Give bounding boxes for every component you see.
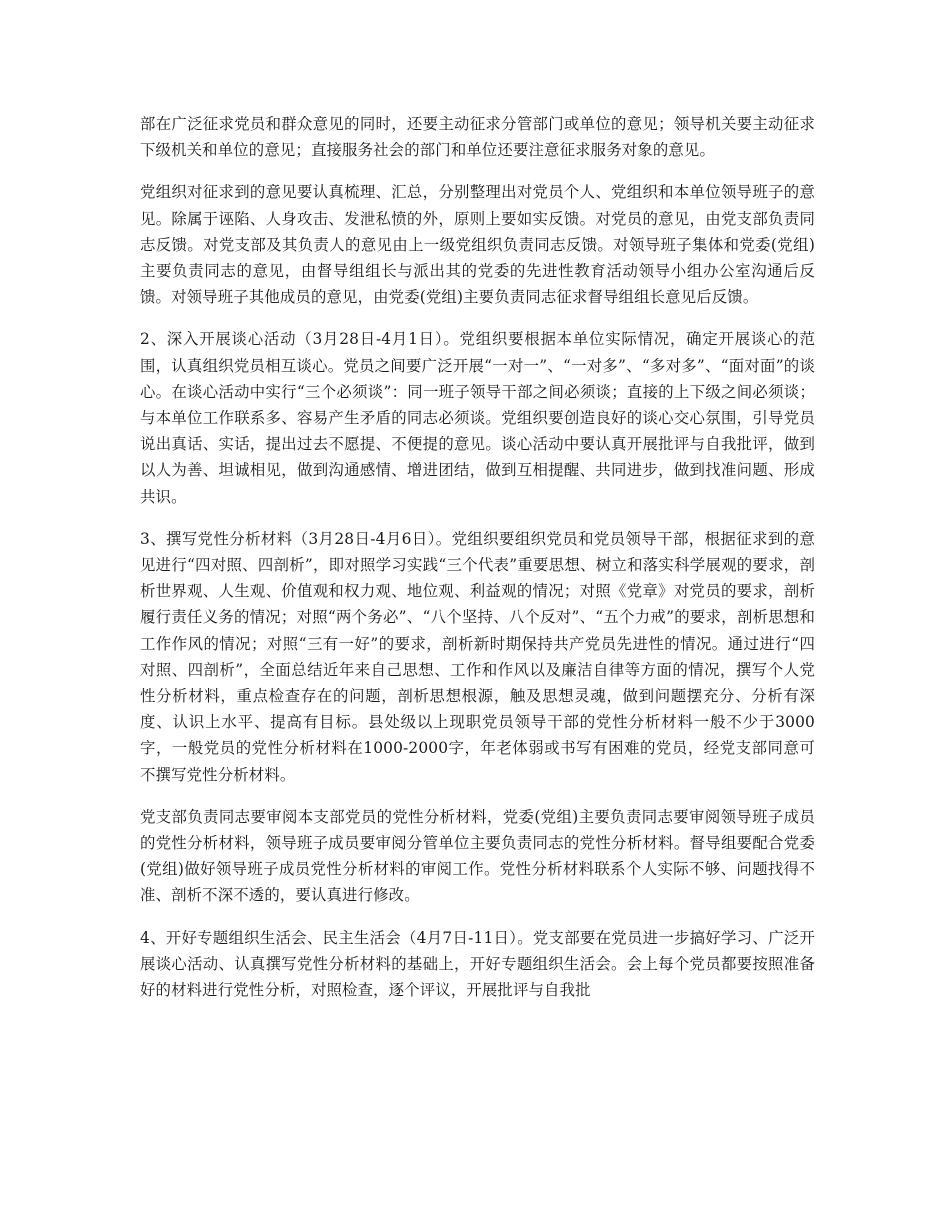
paragraph-organizational-life-meeting: 4、开好专题组织生活会、民主生活会（4月7日-11日）。党支部要在党员进一步搞好学习、广泛开展谈心活动、认真撰写党性分析材料的基础上，开好专题组织生活会。会上每个党员都要按照准备好的材料进行党性分析，对照检查，逐个评议，开展批评与自我批 xyxy=(140,928,815,1000)
paragraph-solicit-opinions-tail: 部在广泛征求党员和群众意见的同时，还要主动征求分管部门或单位的意见；领导机关要主动征求下级机关和单位的意见；直接服务社会的部门和单位还要注意征求服务对象的意见。 xyxy=(140,115,815,160)
paragraph-heart-to-heart-talks: 2、深入开展谈心活动（3月28日-4月1日）。党组织要根据本单位实际情况，确定开展谈心的范围，认真组织党员相互谈心。党员之间要广泛开展“一对一”、“一对多”、“多对多”、“面对面”的谈心。在谈心活动中实行“三个必须谈”：同一班子领导干部之间必须谈；直接的上下级之间必须谈；与本单位工作联系多、容易产生矛盾的同志必须谈。党组织要创造良好的谈心交心氛围，引导党员说出真话、实话，提出过去不愿提、不便提的意见。谈心活动中要认真开展批评与自我批评，做到以人为善、坦诚相见，做到沟通感情、增进团结，做到互相提醒、共同进步，做到找准问题、形成共识。 xyxy=(140,330,815,506)
paragraph-review-materials: 党支部负责同志要审阅本支部党员的党性分析材料，党委(党组)主要负责同志要审阅领导班子成员的党性分析材料，领导班子成员要审阅分管单位主要负责同志的党性分析材料。督导组要配合党委(党组)做好领导班子成员党性分析材料的审阅工作。党性分析材料联系个人实际不够、问题找得不准、剖析不深不透的，要认真进行修改。 xyxy=(140,807,815,905)
paragraph-feedback-opinions: 党组织对征求到的意见要认真梳理、汇总，分别整理出对党员个人、党组织和本单位领导班子的意见。除属于诬陷、人身攻击、发泄私愤的外，原则上要如实反馈。对党员的意见，由党支部负责同志反馈。对党支部及其负责人的意见由上一级党组织负责同志反馈。对领导班子集体和党委(党组)主要负责同志的意见，由督导组组长与派出其的党委的先进性教育活动领导小组办公室沟通后反馈。对领导班子其他成员的意见，由党委(党组)主要负责同志征求督导组组长意见后反馈。 xyxy=(140,183,815,307)
document-body xyxy=(140,111,815,1019)
paragraph-party-spirit-analysis: 3、撰写党性分析材料（3月28日-4月6日）。党组织要组织党员和党员领导干部，根据征求到的意见进行“四对照、四剖析”，即对照学习实践“三个代表”重要思想、树立和落实科学展观的要求，剖析世界观、人生观、价值观和权力观、地位观、利益观的情况；对照《党章》对党员的要求，剖析履行责任义务的情况；对照“两个务必”、“八个坚持、八个反对”、“五个力戒”的要求，剖析思想和工作作风的情况；对照“三有一好”的要求，剖析新时期保持共产党员先进性的情况。通过进行“四对照、四剖析”，全面总结近年来自己思想、工作和作风以及廉洁自律等方面的情况，撰写个人党性分析材料，重点检查存在的问题，剖析思想根源，触及思想灵魂，做到问题摆充分、分析有深度、认识上水平、提高有目标。县处级以上现职党员领导干部的党性分析材料一般不少于3000字，一般党员的党性分析材料在1000-2000字，年老体弱或书写有困难的党员，经党支部同意可不撰写党性分析材料。 xyxy=(140,529,815,784)
